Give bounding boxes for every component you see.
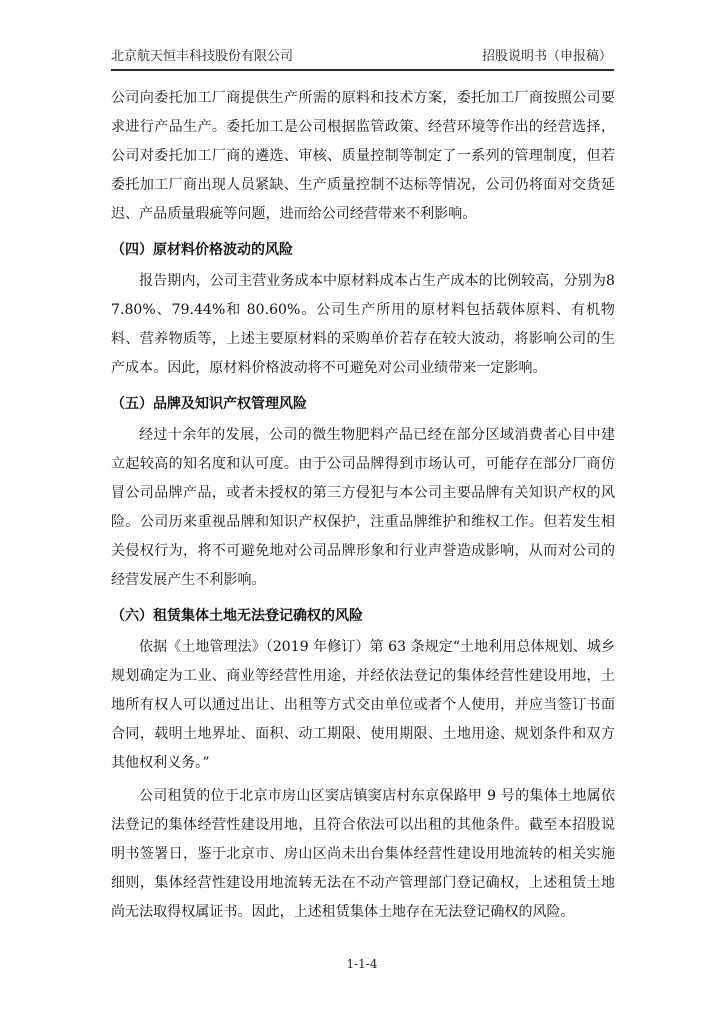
section-heading-land-lease-risk: （六）租赁集体土地无法登记确权的风险 bbox=[111, 608, 363, 624]
paragraph-land-law-quote: 依据《土地管理法》（2019 年修订）第 63 条规定“土地利用总体规划、城乡规划确定为工业、商业等经营性用途，并经依法登记的集体经营性建设用地，土地所有权人可以通过出让、出租等方式交由单位或者个人使用，并应当签订书面合同，载明土地界址、面积、动工期限、使用期限、土地用途、规划条件和双方其他权利义务。” bbox=[111, 639, 615, 771]
header-company-name: 北京航天恒丰科技股份有限公司 bbox=[111, 49, 294, 64]
section-heading-brand-ip-risk: （五）品牌及知识产权管理风险 bbox=[111, 396, 307, 412]
paragraph-outsourcing-risk: 公司向委托加工厂商提供生产所需的原料和技术方案，委托加工厂商按照公司要求进行产品生产。委托加工是公司根据监管政策、经营环境等作出的经营选择，公司对委托加工厂商的遴选、审核、质量控制等制定了一系列的管理制度，但若委托加工厂商出现人员紧缺、生产质量控制不达标等情况，公司仍将面对交货延迟、产品质量瑕疵等问题，进而给公司经营带来不利影响。 bbox=[111, 90, 615, 222]
section-heading-raw-material-risk: （四）原材料价格波动的风险 bbox=[111, 242, 293, 258]
paragraph-raw-material-risk: 报告期内，公司主营业务成本中原材料成本占生产成本的比例较高，分别为87.80%、79.44%和 80.60%。公司生产所用的原材料包括载体原料、有机物料、营养物质等，上述主要原材料的采购单价若存在较大波动，将影响公司的生产成本。因此，原材料价格波动将不可避免对公司业绩带来一定影响。 bbox=[111, 273, 615, 376]
page-number: 1-1-4 bbox=[346, 957, 378, 971]
header-divider bbox=[111, 69, 614, 71]
document-body bbox=[111, 84, 615, 927]
paragraph-brand-ip-risk: 经过十余年的发展，公司的微生物肥料产品已经在部分区域消费者心目中建立起较高的知名度和认可度。由于公司品牌得到市场认可，可能存在部分厂商仿冒公司品牌产品，或者未授权的第三方侵犯与本公司主要品牌有关知识产权的风险。公司历来重视品牌和知识产权保护，注重品牌维护和维权工作。但若发生相关侵权行为，将不可避免地对公司品牌形象和行业声誉造成影响，从而对公司的经营发展产生不利影响。 bbox=[111, 427, 615, 588]
header-document-title: 招股说明书（申报稿） bbox=[481, 49, 612, 64]
paragraph-land-lease-status: 公司租赁的位于北京市房山区窦店镇窦店村东京保路甲 9 号的集体土地属依法登记的集体经营性建设用地，且符合依法可以出租的其他条件。截至本招股说明书签署日，鉴于北京市、房山区尚未出台集体经营性建设用地流转的相关实施细则，集体经营性建设用地流转无法在不动产管理部门登记确权，上述租赁土地尚无法取得权属证书。因此，上述租赁集体土地存在无法登记确权的风险。 bbox=[111, 788, 615, 920]
page-header bbox=[111, 48, 614, 70]
